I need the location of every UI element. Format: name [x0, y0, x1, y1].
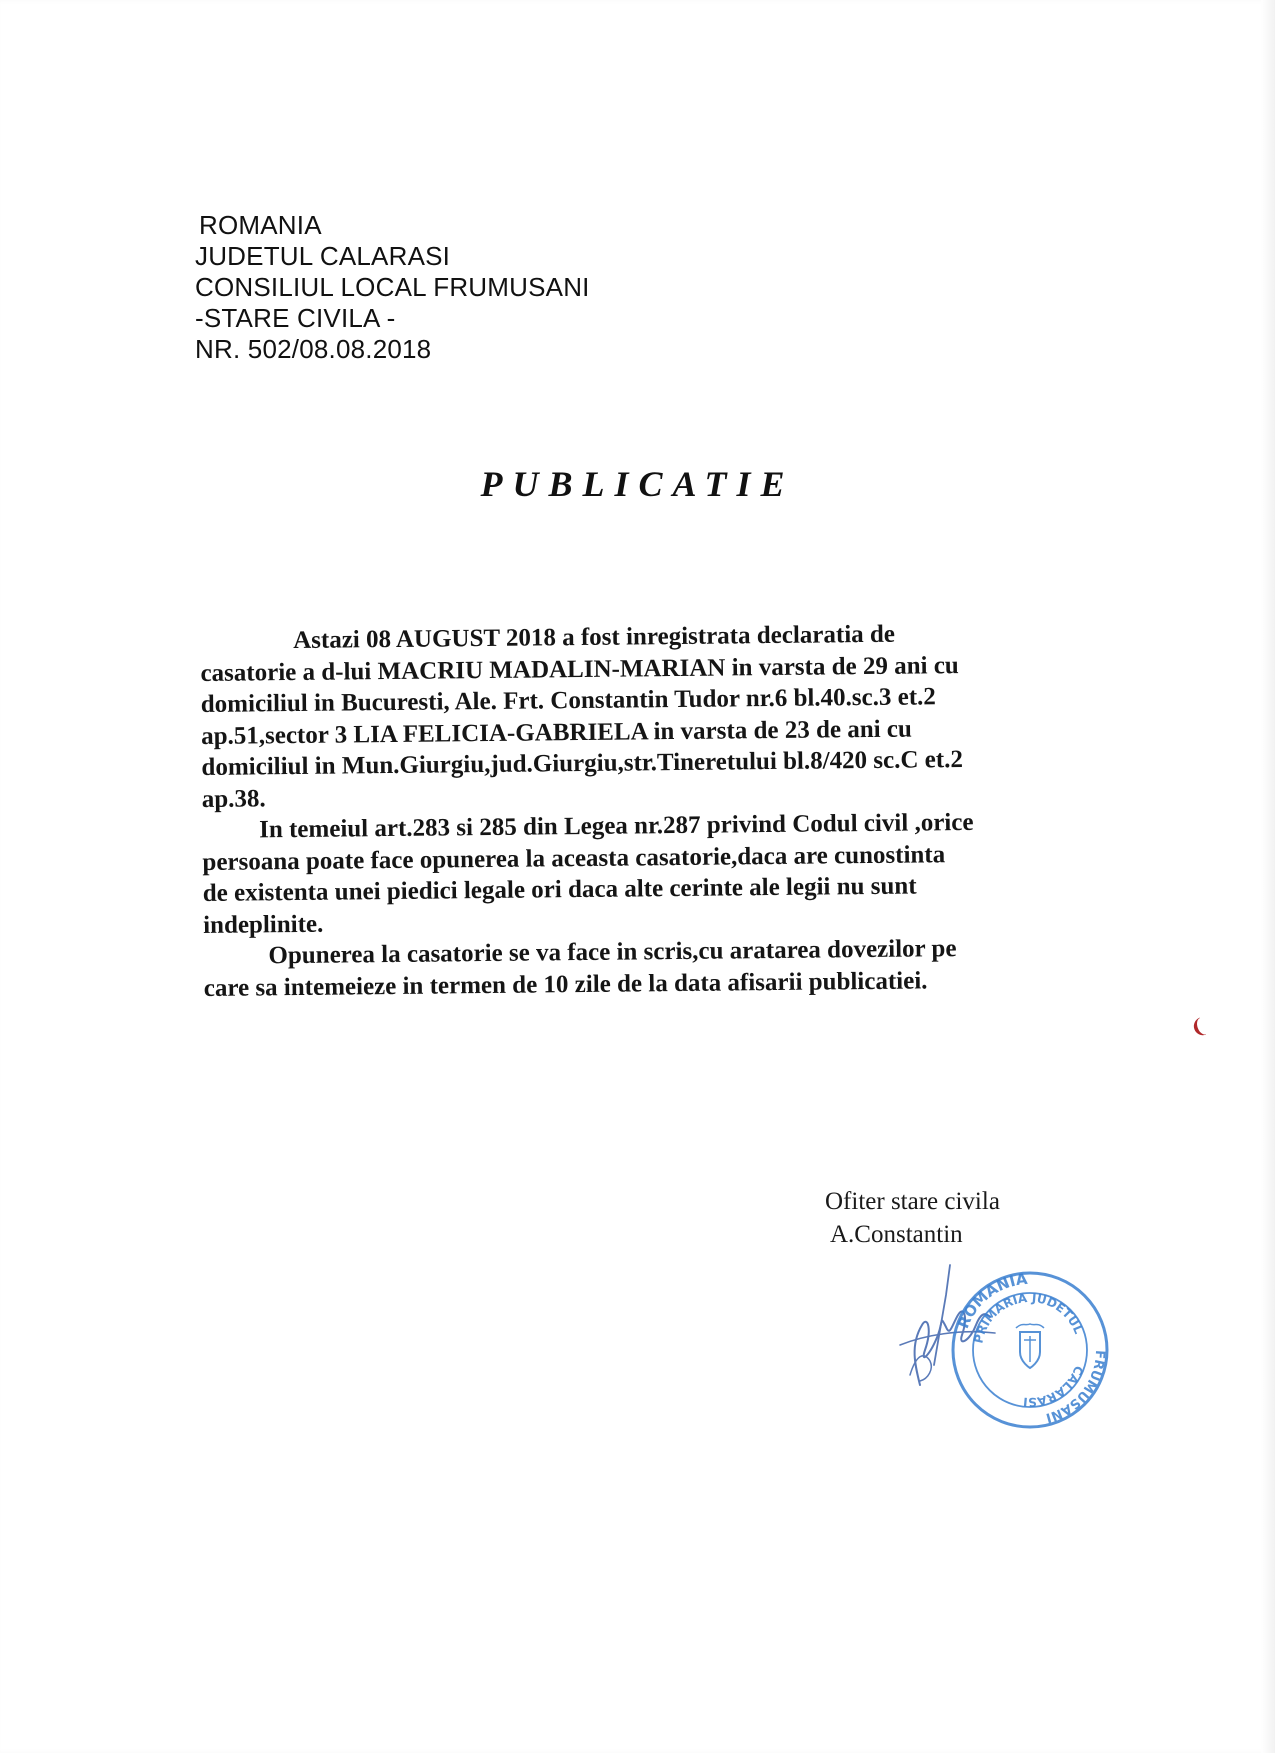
- body-line: Opunerea la casatorie se va face in scris,cu aratarea dovezilor pe: [268, 935, 957, 970]
- body-line: ap.38.: [201, 784, 266, 813]
- body-line: casatorie a d-lui MACRIU MADALIN-MARIAN in varsta de 29 ani cu: [200, 651, 959, 687]
- body-line: Astazi 08 AUGUST 2018 a fost inregistrata declaratia de: [293, 620, 896, 655]
- header-council: CONSILIUL LOCAL FRUMUSANI: [195, 272, 590, 302]
- official-round-stamp: [950, 1270, 1110, 1430]
- header-department: -STARE CIVILA -: [195, 303, 396, 333]
- coat-of-arms-icon: [1016, 1324, 1044, 1368]
- header-registration-number: NR. 502/08.08.2018: [195, 334, 432, 364]
- document-body: [200, 617, 1104, 1004]
- header-country: ROMANIA: [199, 210, 322, 240]
- body-line: de existenta unei piedici legale ori daca alte cerinte ale legii nu sunt: [202, 872, 917, 907]
- body-line: In temeiul art.283 si 285 din Legea nr.287 privind Codul civil ,orice: [258, 808, 974, 844]
- svg-text:ROMANIA: ROMANIA: [954, 1270, 1029, 1332]
- svg-text:CALARASI: CALARASI: [1022, 1363, 1086, 1410]
- body-line: domiciliul in Bucuresti, Ale. Frt. Constantin Tudor nr.6 bl.40.sc.3 et.2: [200, 683, 936, 718]
- body-line: domiciliul in Mun.Giurgiu,jud.Giurgiu,str.Tineretului bl.8/420 sc.C et.2: [201, 746, 964, 781]
- signature-block: [825, 1185, 1000, 1251]
- body-line: persoana poate face opunerea la aceasta casatorie,daca are cunostinta: [202, 840, 946, 876]
- red-pen-mark: ❨: [1186, 1012, 1211, 1042]
- signature-name: A.Constantin: [830, 1221, 963, 1248]
- document-title: PUBLICATIE: [480, 464, 795, 504]
- body-line: care sa intemeieze in termen de 10 zile de la data afisarii publicatiei.: [203, 966, 928, 1002]
- body-line: indeplinite.: [202, 910, 324, 939]
- svg-text:FRUMUSANI: FRUMUSANI: [1044, 1349, 1108, 1425]
- page-edge-shadow: [1261, 0, 1275, 1753]
- svg-text:PRIMARIA JUDETUL: PRIMARIA JUDETUL: [971, 1290, 1086, 1345]
- signature-role: Ofiter stare civila: [825, 1188, 1000, 1215]
- document-header: [195, 210, 590, 365]
- body-line: ap.51,sector 3 LIA FELICIA-GABRIELA in varsta de 23 de ani cu: [201, 715, 912, 750]
- header-county: JUDETUL CALARASI: [195, 241, 451, 271]
